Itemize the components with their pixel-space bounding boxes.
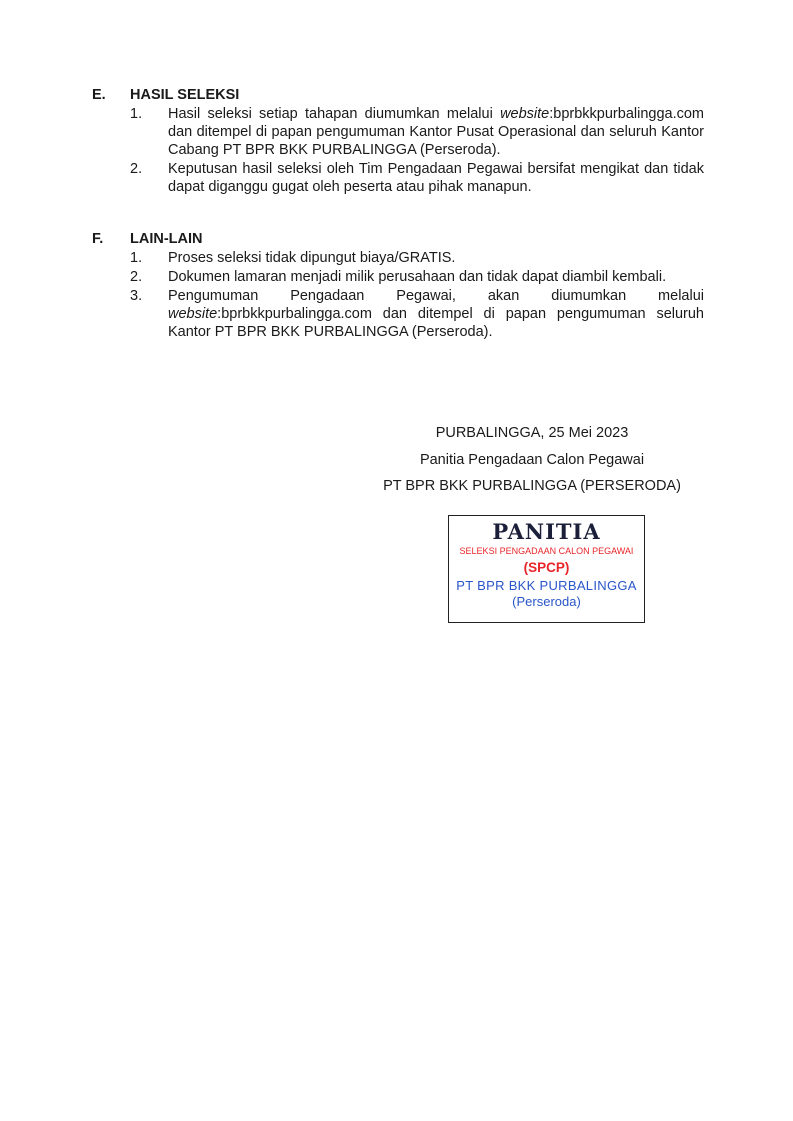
stamp-title: PANITIA (492, 519, 601, 544)
item-text-website: website (500, 106, 550, 122)
section-lain-lain (92, 230, 704, 341)
item-text (168, 287, 704, 341)
item-text-part: Pengumuman Pengadaan Pegawai, akan diumumkan melalui (168, 288, 704, 304)
item-number: 3. (130, 288, 143, 304)
committee-stamp (448, 515, 645, 623)
item-text-website: website (168, 306, 218, 322)
section-hasil-seleksi (92, 86, 704, 196)
stamp-organization-suffix: (Perseroda) (512, 594, 581, 609)
list-item (92, 268, 704, 286)
item-number: 2. (130, 161, 143, 177)
item-text-part: :bprbkkpurbalingga.com dan ditempel di papan pengumuman Kantor Pusat Operasional dan seluruh Kantor Cabang PT BPR BKK PURBALINGGA (Perseroda). (168, 106, 705, 158)
section-list (92, 249, 704, 341)
section-letter: F. (92, 231, 104, 247)
list-item (92, 105, 704, 159)
list-item (92, 249, 704, 267)
item-text: Dokumen lamaran menjadi milik perusahaan dan tidak dapat diambil kembali. (168, 269, 667, 285)
section-letter: E. (92, 87, 106, 103)
item-text: Keputusan hasil seleksi oleh Tim Pengadaan Pegawai bersifat mengikat dan tidak dapat diganggu gugat oleh peserta atau pihak manapun. (168, 161, 704, 195)
stamp-organization: PT BPR BKK PURBALINGGA (456, 578, 637, 593)
signature-role: Panitia Pengadaan Calon Pegawai (419, 452, 645, 468)
signature-place-date: PURBALINGGA, 25 Mei 2023 (435, 425, 629, 441)
section-heading (92, 86, 704, 104)
stamp-abbreviation: (SPCP) (523, 560, 570, 575)
list-item (92, 287, 704, 341)
item-text (168, 105, 704, 159)
section-list (92, 105, 704, 196)
section-title: HASIL SELEKSI (130, 87, 240, 103)
section-heading (92, 230, 704, 248)
signature-company: PT BPR BKK PURBALINGGA (PERSERODA) (383, 478, 681, 494)
list-item (92, 160, 704, 196)
section-title: LAIN-LAIN (130, 231, 203, 247)
item-text: Proses seleksi tidak dipungut biaya/GRATIS. (168, 250, 456, 266)
stamp-subtitle: SELEKSI PENGADAAN CALON PEGAWAI (459, 546, 634, 556)
item-number: 1. (130, 106, 143, 122)
item-text-part: Hasil seleksi setiap tahapan diumumkan melalui (168, 106, 493, 122)
item-number: 2. (130, 269, 143, 285)
item-text-part: :bprbkkpurbalingga.com dan ditempel di papan pengumuman seluruh Kantor PT BPR BKK PURBALINGGA (Perseroda). (168, 306, 704, 340)
item-number: 1. (130, 250, 143, 266)
